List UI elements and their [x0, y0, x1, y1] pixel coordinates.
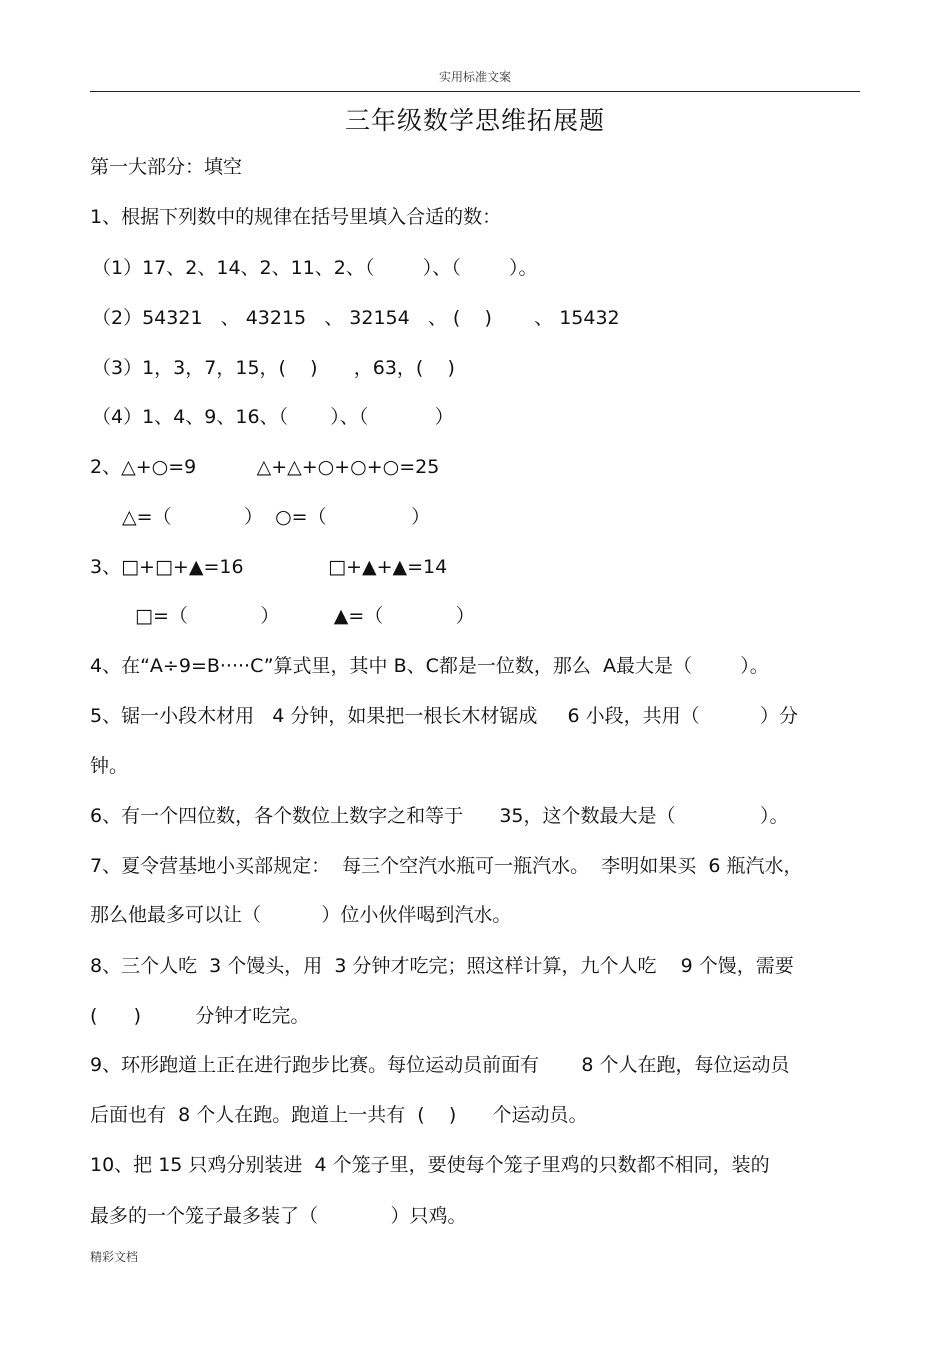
question-7: 7、夏令营基地小买部规定： 每三个空汽水瓶可一瓶汽水。 李明如果买 6 瓶汽水， [90, 855, 803, 877]
question-6: 6、有一个四位数，各个数位上数字之和等于 35，这个数最大是（ ）。 [90, 805, 789, 827]
question-9: 9、环形跑道上正在进行跑步比赛。每位运动员前面有 8 个人在跑，每位运动员 [90, 1054, 790, 1076]
question-10: 10、把 15 只鸡分别装进 4 个笼子里，要使每个笼子里鸡的只数都不相同，装的 [90, 1154, 770, 1176]
question-3: 3、□+□+▲=16 □+▲+▲=14 [90, 556, 448, 578]
question-5: 5、锯一小段木材用 4 分钟，如果把一根长木材锯成 6 小段，共用（ ）分 [90, 705, 799, 727]
section-heading: 第一大部分：填空 [90, 156, 243, 178]
question-1-part-2: （2）54321 、 43215 、 32154 、 ( ) 、 15432 [92, 307, 620, 329]
question-2: 2、△+○=9 △+△+○+○+○=25 [90, 456, 440, 478]
running-header: 实用标准文案 [438, 70, 511, 84]
question-8-continued: ( ) 分钟才吃完。 [90, 1005, 310, 1027]
question-1-part-1: （1）17、2、14、2、11、2、（ ）、（ ）。 [92, 257, 538, 279]
question-9-continued: 后面也有 8 个人在跑。跑道上一共有 ( ) 个运动员。 [90, 1104, 588, 1126]
question-3-answers: □=（ ） ▲=（ ） [135, 605, 475, 627]
question-8: 8、三个人吃 3 个馒头，用 3 分钟才吃完；照这样计算，九个人吃 9 个馒，需要 [90, 955, 794, 977]
question-7-continued: 那么他最多可以让（ ）位小伙伴喝到汽水。 [90, 904, 512, 926]
question-4: 4、在“A÷9=B·····C”算式里，其中 B、C都是一位数，那么 A最大是（ ）。 [90, 655, 769, 677]
question-1: 1、根据下列数中的规律在括号里填入合适的数： [90, 206, 502, 228]
question-1-part-4: （4）1、4、9、16、（ ）、（ ） [92, 406, 454, 428]
page-title: 三年级数学思维拓展题 [344, 106, 605, 135]
question-10-continued: 最多的一个笼子最多装了（ ）只鸡。 [90, 1205, 467, 1227]
page-footer: 精彩文档 [90, 1250, 139, 1264]
question-2-answers: △=（ ） ○=（ ） [122, 506, 431, 528]
question-1-part-3: （3）1，3，7，15，( ) ，63，( ) [92, 357, 455, 379]
question-5-continued: 钟。 [90, 755, 129, 777]
header-rule [90, 91, 860, 92]
